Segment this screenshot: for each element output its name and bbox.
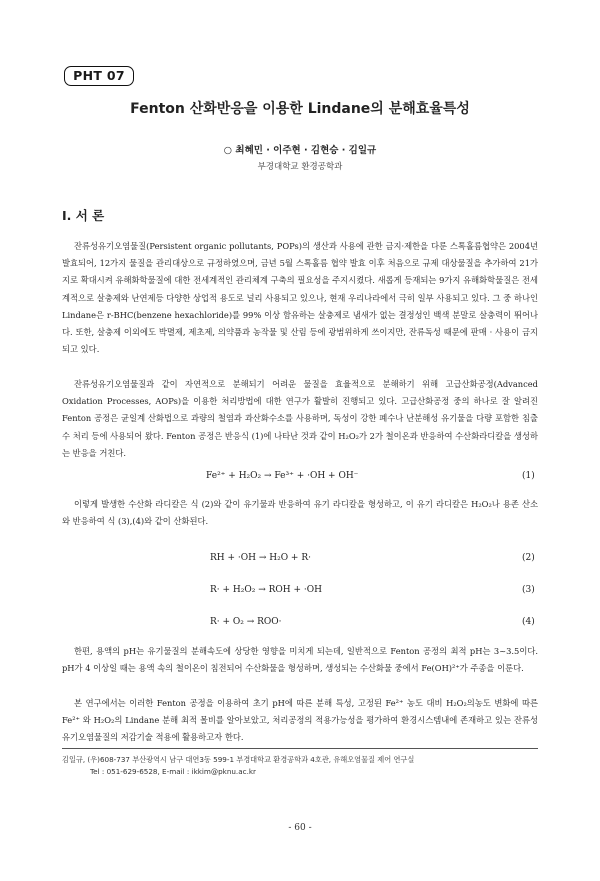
equation-1-formula: Fe²⁺ + H₂O₂ → Fe³⁺ + ·OH + OH⁻: [206, 471, 359, 481]
equation-4: [0, 617, 600, 633]
equation-2-number: (2): [522, 553, 535, 563]
equation-3-formula: R· + H₂O₂ → ROH + ·OH: [210, 585, 322, 595]
equation-4-number: (4): [522, 617, 535, 627]
footnote-contact: Tel : 051-629-6528, E-mail : ikkim@pknu.ac.kr: [90, 767, 256, 776]
equation-1-number: (1): [522, 471, 535, 481]
equation-1: [0, 471, 600, 487]
author-list: ○ 최혜민 · 이주현 · 김현승 · 김일규: [223, 145, 377, 156]
session-badge: PHT 07: [64, 66, 134, 86]
equation-3-number: (3): [522, 585, 535, 595]
equation-2-formula: RH + ·OH → H₂O + R·: [210, 553, 311, 563]
footnote-address: 김일규, (우)608-737 부산광역시 남구 대연3동 599-1 부경대학교 환경공학과 4호관, 유해오염물질 제어 연구실: [62, 755, 415, 764]
paragraph-5: 본 연구에서는 이러한 Fenton 공정을 이용하여 초기 pH에 따른 분해 특성, 고정된 Fe²⁺ 농도 대비 H₂O₂의농도 변화에 따른 Fe²⁺ 와 H₂O₂의 Lindane 분해 최적 몰비를 알아보았고, 처리공정의 적용가능성을 평가하여 환경시스템내에 존재하고 있는 잔류성유기오염물질의 저감기술 적용에 활용하고자 한다.: [62, 698, 538, 743]
equation-2: [0, 553, 600, 569]
affiliation: 부경대학교 환경공학과: [257, 162, 343, 172]
paragraph-1: 잔류성유기오염물질(Persistent organic pollutants, POPs)의 생산과 사용에 관한 금지·제한을 다룬 스톡홀름협약은 2004년 발효되어, 12가지 물질을 관리대상으로 규정하였으며, 금년 5월 스톡홀름 협약 발효 이후 처음으로 규제 대상물질을 추가하여 21가지로 확대시켜 유해화학물질에 대한 전세계적인 관리체계 구축의 필요성을 주지시켰다. 새롭게 등재되는 9가지 유해화학물질은 전세계적으로 살충제와 난연제등 다양한 상업적 용도로 널리 사용되고 있으나, 현재 우리나라에서 극히 일부 사용되고 있다. 그 중 하나인 Lindane은 r-BHC(benzene hexachloride)를 99% 이상 함유하는 살충제로 냄새가 없는 결정성인 백색 분말로 살충력이 뛰어나다. 또한, 살충제 이외에도 박멸제, 제초제, 의약품과 농작물 및 산림 등에 광범위하게 쓰이지만, 잔류독성 때문에 판매 · 사용이 금지되고 있다.: [62, 241, 538, 355]
section-heading-introduction: Ⅰ. 서 론: [62, 208, 105, 223]
paragraph-2: 잔류성유기오염물질과 같이 자연적으로 분해되기 어려운 물질을 효율적으로 분해하기 위해 고급산화공정(Advanced Oxidation Processes, AOPs)을 이용한 처리방법에 대한 연구가 활발히 진행되고 있다. 고급산화공정 중의 하나로 잘 알려진 Fenton 공정은 균일계 산화법으로 과량의 철염과 과산화수소를 사용하며, 독성이 강한 폐수나 난분해성 유기물을 다량 포함한 침출수 처리 등에 사용되어 왔다. Fenton 공정은 반응식 (1)에 나타난 것과 같이 H₂O₂가 2가 철이온과 반응하여 수산화라디칼을 생성하는 반응을 거친다.: [62, 379, 538, 458]
equation-4-formula: R· + O₂ → ROO·: [210, 617, 282, 627]
paragraph-3: 이렇게 발생한 수산화 라디칼은 식 (2)와 같이 유기물과 반응하여 유기 라디칼을 형성하고, 이 유기 라디칼은 H₂O₂나 용존 산소와 반응하여 식 (3),(4)와 같이 산화된다.: [62, 499, 538, 527]
paper-title: Fenton 산화반응을 이용한 Lindane의 분해효율특성: [130, 101, 470, 117]
equation-3: [0, 585, 600, 601]
footnote-divider: [62, 748, 538, 749]
paragraph-4: 한편, 용액의 pH는 유기물질의 분해속도에 상당한 영향을 미치게 되는데, 일반적으로 Fenton 공정의 최적 pH는 3~3.5이다. pH가 4 이상일 때는 용액 속의 철이온이 침전되어 수산화물을 형성하며, 생성되는 수산화물 중에서 Fe(OH)²⁺가 주종을 이룬다.: [62, 646, 538, 674]
page-number: - 60 -: [288, 823, 312, 833]
